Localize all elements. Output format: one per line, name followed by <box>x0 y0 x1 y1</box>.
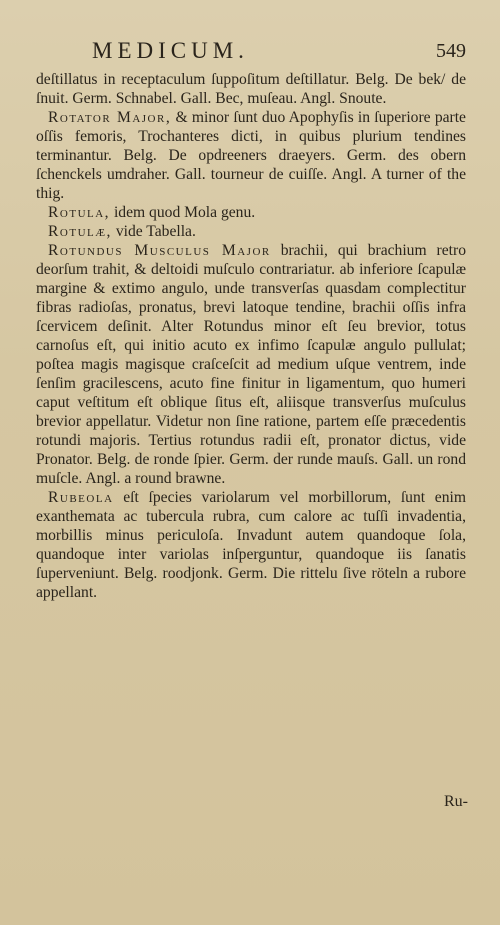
entry-rotulae <box>36 222 466 241</box>
entry-text: & minor ſunt duo Apophyſis in ſuperiore parte oſſis femoris, Trochanteres dicti, in quibus plurium tendines terminantur. Belg. De opdreeners draeyers. Germ. des obern ſchenckels umdraher. Gall. tourneur de cuiſſe. Angl. A turner of the thig. <box>36 109 466 202</box>
entry-headword: Rotulæ, <box>48 223 112 240</box>
entry-deftillatus <box>36 70 466 108</box>
page-number: 549 <box>436 40 466 62</box>
entry-text: eſt ſpecies variolarum vel morbillorum, ſunt enim exanthemata ac tubercula rubra, cum calore ac tuſſi invadentia, morbillis minus periculoſa. Invadunt autem quandoque ſola, quandoque inter variolas inſperguntur, quandoque iis ſanatis ſuperveniunt. Belg. roodjonk. Germ. Die rittelu ſive röteln a rubore appellant. <box>36 489 466 601</box>
dictionary-body <box>36 70 466 602</box>
entry-text: vide Tabella. <box>111 223 196 240</box>
page-header <box>60 38 472 72</box>
entry-text: idem quod Mola genu. <box>110 204 256 221</box>
entry-headword: Rotula, <box>48 204 111 221</box>
entry-rotula <box>36 203 466 222</box>
entry-rubeola <box>36 488 466 602</box>
entry-rotator <box>36 108 466 203</box>
entry-rotundus <box>36 241 466 488</box>
running-title: MEDICUM. <box>92 38 249 63</box>
entry-headword: Rubeola <box>48 489 114 506</box>
entry-text: brachii, qui brachium retro deorſum trahit, & deltoidi muſculo contrariatur. ab inferiore ſcapulæ margine & extimo angulo, unde transverſas quasdam complectitur fibras radioſas, pronatus, brevi latoque tendine, brachii oſſis infra ſcervicem deſinit. Alter Rotundus minor eſt ſeu brevior, totus carnoſus eſt, qui initio acuto ex infimo ſcapulæ angulo pullulat; poſtea magis magisque craſceſcit ad medium uſque ventrem, inde ſenſim gracilescens, acuto fine finitur in ligamentum, quo humeri caput veſtitum eſt oblique ſitus eſt, aliisque transverſus muſculus brevior appellatur. Videtur non ſine ratione, partem eſſe præcedentis rotundi majoris. Tertius rotundus radii eſt, pronator dictus, vide Pronator. Belg. de ronde ſpier. Germ. der runde mauſs. Gall. un rond muſcle. Angl. a round brawne. <box>36 242 466 487</box>
catchword: Ru- <box>444 793 468 810</box>
entry-headword: Rotundus Musculus Major <box>48 242 271 259</box>
entry-headword: Rotator Major, <box>48 109 172 126</box>
entry-text: deſtillatus in receptaculum ſuppoſitum deſtillatur. Belg. De bek/ de ſnuit. Germ. Schnabel. Gall. Bec, muſeau. Angl. Snoute. <box>36 71 466 107</box>
